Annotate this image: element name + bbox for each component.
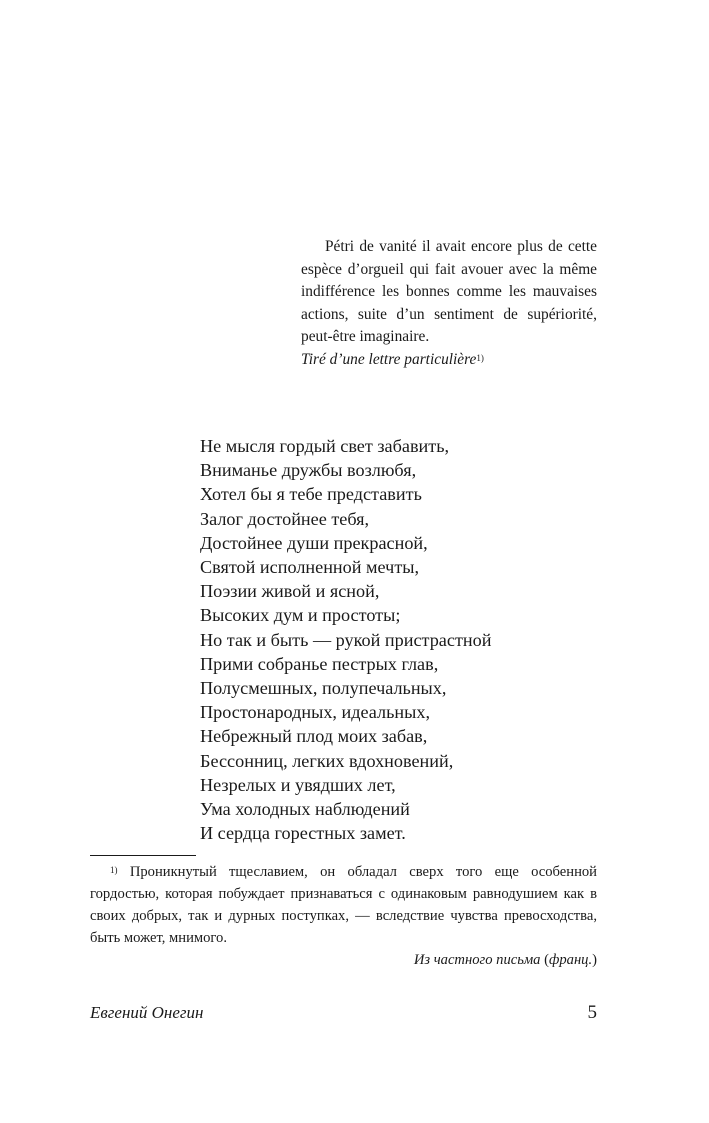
- footnote-divider: [90, 855, 196, 856]
- footnote-source-title: Из частного письма: [413, 952, 541, 968]
- verse-line: И сердца горестных замет.: [200, 823, 406, 844]
- verse-line: Высоких дум и простоты;: [200, 605, 401, 626]
- page-footer: [90, 1000, 597, 1026]
- footnote-body: Проникнутый тщеславием, он обладал сверх того еще особенной гордостью, которая побуждает признаваться с одинаковым равнодушием как в своих добрых, так и дурных поступках, — вследствие чувства превосходства, быть может, мнимого.: [90, 864, 597, 946]
- verse-line: Полусмешных, полупечальных,: [200, 678, 447, 699]
- footnote-mark: 1): [110, 865, 118, 875]
- verse-line: Залог достойнее тебя,: [200, 508, 370, 529]
- verse-line: Незрелых и увядших лет,: [200, 774, 396, 795]
- dedication-verse: [200, 434, 491, 845]
- epigraph-source-text: Tiré d’une lettre particulière: [301, 350, 477, 368]
- epigraph: [301, 236, 597, 372]
- verse-line: Ума холодных наблюдений: [200, 799, 410, 820]
- verse-line: Но так и быть — рукой пристрастной: [200, 629, 492, 650]
- verse-line: Не мысля гордый свет забавить,: [200, 436, 450, 456]
- verse-line: Прими собранье пестрых глав,: [200, 653, 439, 674]
- footnote-source: [90, 949, 597, 971]
- verse-line: Поэзии живой и ясной,: [200, 581, 380, 602]
- epigraph-footnote-mark[interactable]: 1): [476, 352, 484, 363]
- verse-line: Бессонниц, легких вдохновений,: [200, 750, 454, 771]
- footnote-source-paren-open: (: [540, 952, 549, 968]
- verse-line: Достойнее души прекрасной,: [200, 532, 428, 553]
- verse-line: Вниманье дружбы возлюбя,: [200, 460, 417, 481]
- footnote-text: [90, 861, 597, 949]
- page-number: 5: [587, 1002, 597, 1023]
- footnote-source-note: франц.: [548, 952, 593, 968]
- footnote-source-paren-close: ): [592, 952, 597, 968]
- verse-line: Святой исполненной мечты,: [200, 557, 420, 578]
- epigraph-text: Pétri de vanité il avait encore plus de cette espèce d’orgueil qui fait avouer avec la même indifférence les bonnes comme les mauvaises actions, suite d’un sentiment de supériorité, peut-être imaginaire.: [301, 238, 597, 346]
- footnote: [90, 861, 597, 971]
- verse-line: Хотел бы я тебе представить: [200, 484, 422, 505]
- verse-line: Простонародных, идеальных,: [200, 702, 430, 723]
- epigraph-source: [301, 349, 597, 372]
- verse-line: Небрежный плод моих забав,: [200, 726, 428, 747]
- running-title: Евгений Онегин: [90, 1003, 204, 1022]
